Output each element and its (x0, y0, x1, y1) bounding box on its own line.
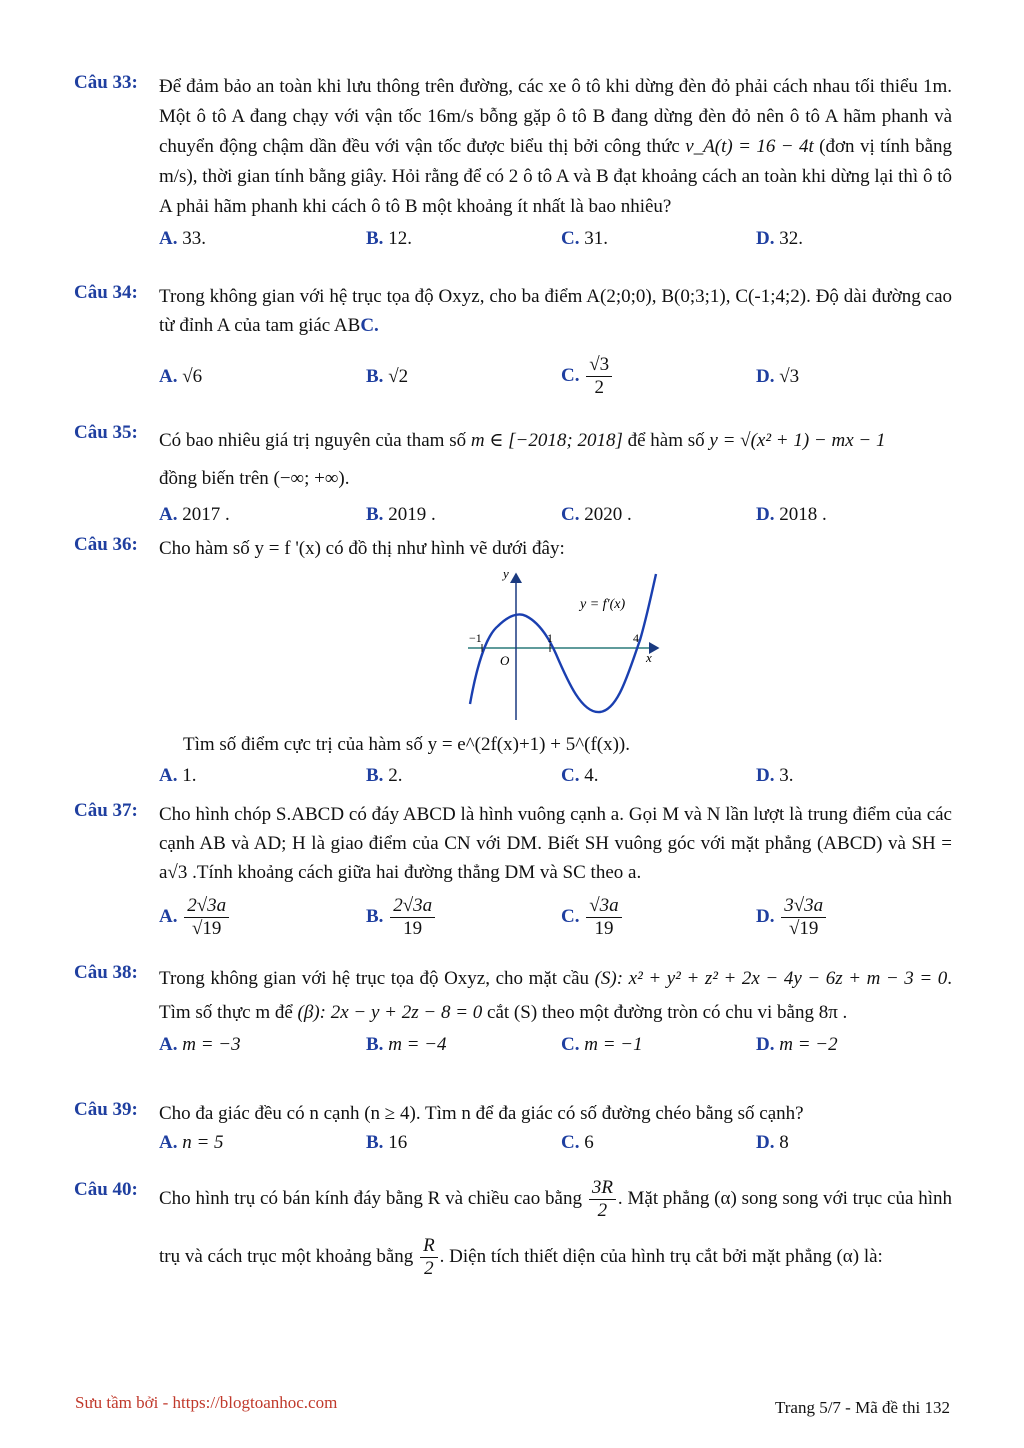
option-d[interactable]: D. m = −2 (756, 1034, 838, 1055)
question-36-part2 (74, 730, 952, 791)
question-text: Tìm số điểm cực trị của hàm số y = e^(2f(x)+1) + 5^(f(x)). (183, 734, 631, 755)
param-range: m ∈ [−2018; 2018] (470, 430, 623, 451)
question-text: Trong không gian với hệ trục tọa độ Oxyz, cho ba điểm A(2;0;0), B(0;3;1), C(-1;4;2). Độ dài đường cao từ đỉnh A của tam giác AB (159, 286, 952, 336)
option-c[interactable]: C. 4. (561, 765, 599, 786)
option-a[interactable]: A. 33. (159, 228, 206, 249)
option-c[interactable]: C. $\frac{√3a}{19}$ (561, 895, 624, 940)
option-b[interactable]: B. $\frac{2√3a}{19}$ (366, 895, 437, 940)
option-b[interactable]: B. m = −4 (366, 1034, 447, 1055)
x-axis-label: x (646, 650, 652, 665)
curve-label: y = f′(x) (580, 597, 626, 612)
question-36 (74, 534, 952, 563)
option-b[interactable]: B. 12. (366, 228, 412, 249)
distance-numerator: R (420, 1235, 438, 1258)
question-text: Cho hàm số y = f '(x) có đồ thị như hình vẽ dưới đây: (159, 538, 565, 559)
question-text: để hàm số (627, 430, 705, 451)
question-text: cắt (S) theo một đường tròn có chu vi bằng 8π . (487, 1002, 848, 1023)
question-label: Câu 40: (74, 1179, 138, 1200)
y-axis-label: y (503, 566, 509, 581)
option-d[interactable]: D. 3. (756, 765, 794, 786)
tick-1: 1 (547, 631, 553, 645)
question-40 (74, 1170, 952, 1286)
question-text: . Diện tích thiết diện của hình trụ cắt bởi mặt phẳng (α) là: (439, 1246, 883, 1267)
height-numerator: 3R (589, 1177, 616, 1200)
option-a[interactable]: A. m = −3 (159, 1034, 241, 1055)
question-label: Câu 34: (74, 282, 138, 303)
distance-denominator: 2 (424, 1258, 434, 1280)
question-label: Câu 37: (74, 800, 138, 821)
option-a[interactable]: A. n = 5 (159, 1132, 224, 1153)
option-c[interactable]: C. 6 (561, 1132, 594, 1153)
question-text: Cho hình chóp S.ABCD có đáy ABCD là hình vuông cạnh a. Gọi M và N lần lượt là trung điểm của các cạnh AB và AD; H là giao điểm của CN với DM. Biết SH vuông góc với mặt phẳng (ABCD) và SH = a√3 .Tính khoảng cách giữa hai đường thẳng DM và SC theo a. (159, 804, 952, 883)
option-d[interactable]: D. 2018 . (756, 504, 827, 525)
option-a[interactable]: A. 2017 . (159, 504, 230, 525)
question-38 (74, 962, 952, 1060)
question-label: Câu 35: (74, 422, 138, 443)
question-label: Câu 33: (74, 72, 138, 93)
question-text: Có bao nhiêu giá trị nguyên của tham số (159, 430, 467, 451)
option-c[interactable]: C. 31. (561, 228, 608, 249)
question-text: Trong không gian với hệ trục tọa độ Oxyz, cho mặt cầu (159, 968, 590, 989)
question-text-c: C. (360, 315, 379, 336)
question-39 (74, 1099, 952, 1158)
height-denominator: 2 (597, 1200, 608, 1222)
question-label: Câu 36: (74, 534, 138, 555)
question-text: (đơn vị tính bằng m/s), thời gian tính bằng giây. Hỏi rằng để có 2 ô tô A và B đạt khoảng cách an toàn khi dừng lại thì ô tô A phải hãm phanh khi cách ô tô B một khoảng ít nhất là bao nhiêu? (159, 136, 953, 217)
question-text: Cho đa giác đều có n cạnh (n ≥ 4). Tìm n để đa giác có số đường chéo bằng số cạnh? (159, 1103, 804, 1124)
page-number: Trang 5/7 - Mã đề thi 132 (774, 1398, 950, 1417)
question-label: Câu 38: (74, 962, 138, 983)
option-d[interactable]: D. 32. (756, 228, 803, 249)
plane-equation: (β): 2x − y + 2z − 8 = 0 (297, 1002, 483, 1023)
tick-4: 4 (633, 631, 639, 645)
source-credit: Sưu tầm bởi - https://blogtoanhoc.com (75, 1393, 338, 1412)
option-b[interactable]: B. √2 (366, 366, 409, 387)
question-35 (74, 422, 952, 530)
option-c[interactable]: C. 2020 . (561, 504, 632, 525)
origin-label: O (500, 653, 510, 668)
question-33 (74, 72, 952, 254)
question-34 (74, 282, 952, 402)
option-a[interactable]: A. $\frac{2√3a}{√19}$ (159, 895, 231, 940)
question-text: đồng biến trên (−∞; +∞). (159, 468, 350, 489)
option-b[interactable]: B. 2019 . (366, 504, 436, 525)
option-b[interactable]: B. 2. (366, 765, 403, 786)
velocity-formula: v_A(t) = 16 − 4t (685, 136, 814, 157)
option-d[interactable]: D. √3 (756, 366, 800, 387)
tick-neg1: −1 (469, 631, 482, 645)
option-c[interactable]: C. $\frac{√3}{2}$ (561, 354, 614, 399)
question-text: . Tìm số thực m để (159, 968, 952, 1023)
option-c[interactable]: C. m = −1 (561, 1034, 643, 1055)
option-a[interactable]: A. √6 (159, 366, 203, 387)
question-text: . Mặt phẳng (α) song song với trục của hình trụ và cách trục một khoảng bằng (159, 1188, 953, 1267)
function-formula: y = √(x² + 1) − mx − 1 (709, 430, 886, 451)
question-text: Cho hình trụ có bán kính đáy bằng R và chiều cao bằng (159, 1188, 582, 1209)
option-b[interactable]: B. 16 (366, 1132, 408, 1153)
option-d[interactable]: D. $\frac{3√3a}{√19}$ (756, 895, 828, 940)
question-label: Câu 39: (74, 1099, 138, 1120)
question-text: Để đảm bảo an toàn khi lưu thông trên đường, các xe ô tô khi dừng đèn đỏ phải cách nhau tối thiểu 1m. Một ô tô A đang chạy với vận tốc 16m/s bỗng gặp ô tô B đang dừng đèn đỏ nên ô tô A hãm phanh và chuyển động chậm dần đều với vận tốc được biểu thị bởi công thức (159, 76, 952, 157)
option-d[interactable]: D. 8 (756, 1132, 789, 1153)
derivative-graph (460, 564, 670, 724)
option-a[interactable]: A. 1. (159, 765, 197, 786)
derivative-curve (470, 574, 656, 712)
question-37 (74, 800, 952, 947)
sphere-equation: (S): x² + y² + z² + 2x − 4y − 6z + m − 3 = 0 (594, 968, 948, 989)
